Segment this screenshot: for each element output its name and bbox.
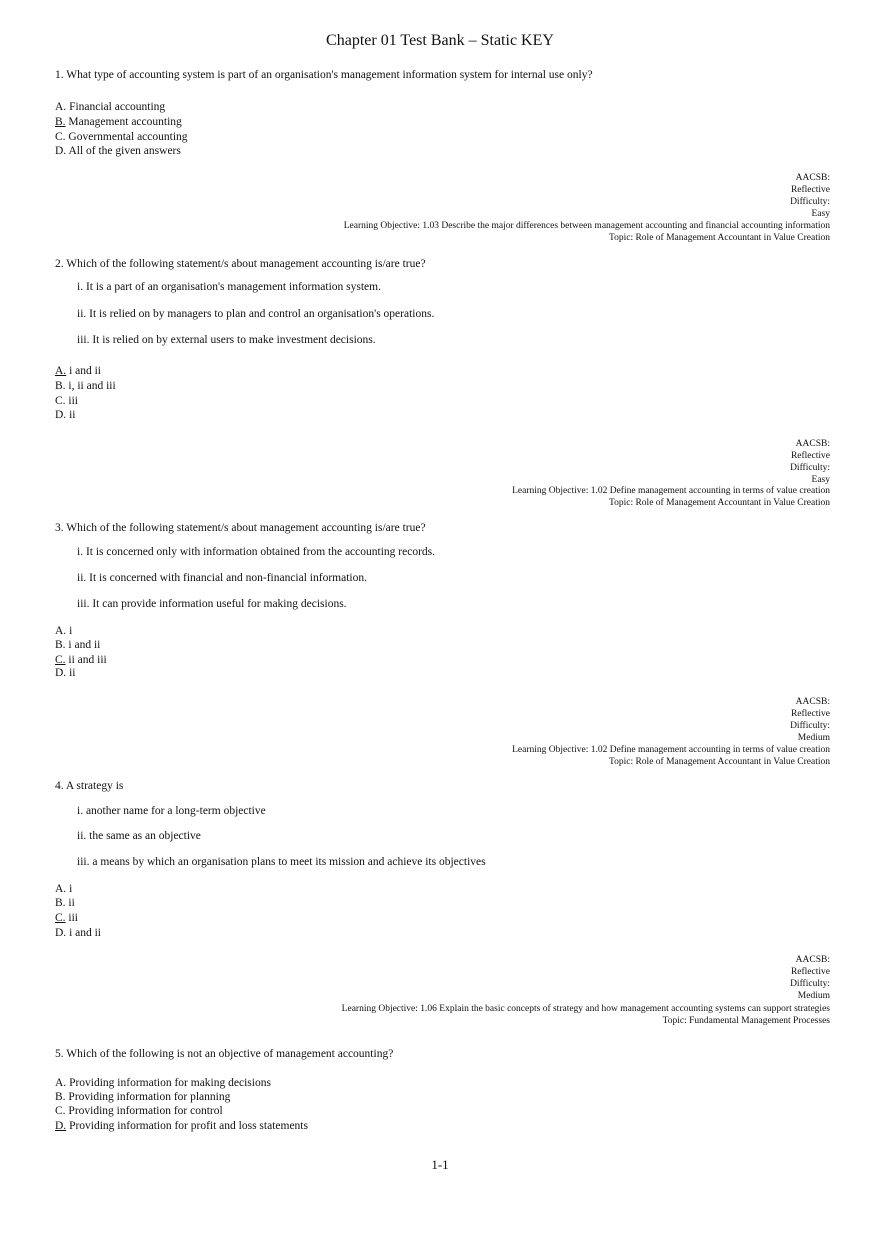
question-3-objective: Learning Objective: 1.02 Define management accounting in terms of value creation <box>512 745 830 755</box>
question-2-aacsb: AACSB: <box>795 439 830 449</box>
question-4-option-a: A. i <box>55 883 73 895</box>
question-1-option-c: C. Governmental accounting <box>55 131 188 143</box>
question-1-aacsb: AACSB: <box>795 173 830 183</box>
answer-key-marker: A. <box>55 365 67 377</box>
question-4-option-c: C. iii <box>55 912 79 924</box>
question-4-statement-2: ii. the same as an objective <box>77 830 201 842</box>
question-3-option-c: C. ii and iii <box>55 654 107 666</box>
question-1-option-a: A. Financial accounting <box>55 101 166 113</box>
question-2-option-b: B. i, ii and iii <box>55 380 116 392</box>
question-4-objective: Learning Objective: 1.06 Explain the basic concepts of strategy and how management accounting systems can support strategies <box>341 1004 830 1014</box>
question-3-text: 3. Which of the following statement/s about management accounting is/are true? <box>55 522 426 534</box>
question-3-option-b: B. i and ii <box>55 639 101 651</box>
answer-key-marker: D. <box>55 1120 67 1132</box>
question-4-aacsb: AACSB: <box>795 955 830 965</box>
question-3-option-a: A. i <box>55 625 73 637</box>
answer-key-marker: B. <box>55 116 66 128</box>
question-3-aacsb: AACSB: <box>795 697 830 707</box>
question-5-option-b: B. Providing information for planning <box>55 1091 231 1103</box>
question-2-aacsb-value: Reflective <box>790 451 830 461</box>
question-2-option-d: D. ii <box>55 409 76 421</box>
question-1-option-d: D. All of the given answers <box>55 145 181 157</box>
page-number: 1-1 <box>431 1157 449 1172</box>
question-3-difficulty: Difficulty: <box>790 721 830 731</box>
question-4-text: 4. A strategy is <box>55 780 124 792</box>
question-4-statement-3: iii. a means by which an organisation plans to meet its mission and achieve its objectives <box>77 856 486 868</box>
question-3-topic: Topic: Role of Management Accountant in Value Creation <box>608 757 830 767</box>
question-1-objective: Learning Objective: 1.03 Describe the major differences between management accounting and financial accounting information <box>343 221 830 231</box>
answer-key-marker: C. <box>55 912 66 924</box>
question-4-difficulty: Difficulty: <box>790 979 830 989</box>
question-1-text: 1. What type of accounting system is part of an organisation's management information system for internal use only? <box>55 69 593 81</box>
question-4-difficulty-value: Medium <box>797 991 830 1001</box>
question-4-aacsb-value: Reflective <box>790 967 830 977</box>
question-2-statement-1: i. It is a part of an organisation's management information system. <box>77 281 381 293</box>
question-2-statement-3: iii. It is relied on by external users to make investment decisions. <box>77 334 376 346</box>
question-1-difficulty-value: Easy <box>811 209 830 219</box>
question-5-text: 5. Which of the following is not an objective of management accounting? <box>55 1048 394 1060</box>
question-5-option-d: D. Providing information for profit and loss statements <box>55 1120 308 1132</box>
question-2-text: 2. Which of the following statement/s about management accounting is/are true? <box>55 258 426 270</box>
question-4-option-b: B. ii <box>55 897 75 909</box>
question-2-topic: Topic: Role of Management Accountant in Value Creation <box>608 498 830 508</box>
question-3-difficulty-value: Medium <box>797 733 830 743</box>
question-2-option-a: A. i and ii <box>55 365 102 377</box>
question-2-statement-2: ii. It is relied on by managers to plan and control an organisation's operations. <box>77 308 435 320</box>
question-4-option-d: D. i and ii <box>55 927 102 939</box>
question-3-statement-3: iii. It can provide information useful for making decisions. <box>77 598 347 610</box>
question-2-difficulty: Difficulty: <box>790 463 830 473</box>
question-3-statement-2: ii. It is concerned with financial and non-financial information. <box>77 572 367 584</box>
question-2-objective: Learning Objective: 1.02 Define management accounting in terms of value creation <box>512 486 830 496</box>
question-1-option-b: B. Management accounting <box>55 116 182 128</box>
question-3-statement-1: i. It is concerned only with information obtained from the accounting records. <box>77 546 435 558</box>
question-1-topic: Topic: Role of Management Accountant in Value Creation <box>608 233 830 243</box>
question-4-statement-1: i. another name for a long-term objective <box>77 805 266 817</box>
question-3-option-d: D. ii <box>55 667 76 679</box>
question-5-option-c: C. Providing information for control <box>55 1105 223 1117</box>
question-1-aacsb-value: Reflective <box>790 185 830 195</box>
page-title: Chapter 01 Test Bank – Static KEY <box>326 32 554 49</box>
question-5-option-a: A. Providing information for making decisions <box>55 1077 271 1089</box>
question-2-option-c: C. iii <box>55 395 79 407</box>
answer-key-marker: C. <box>55 654 66 666</box>
question-4-topic: Topic: Fundamental Management Processes <box>662 1016 830 1026</box>
question-2-difficulty-value: Easy <box>811 475 830 485</box>
question-3-aacsb-value: Reflective <box>790 709 830 719</box>
question-1-difficulty: Difficulty: <box>790 197 830 207</box>
